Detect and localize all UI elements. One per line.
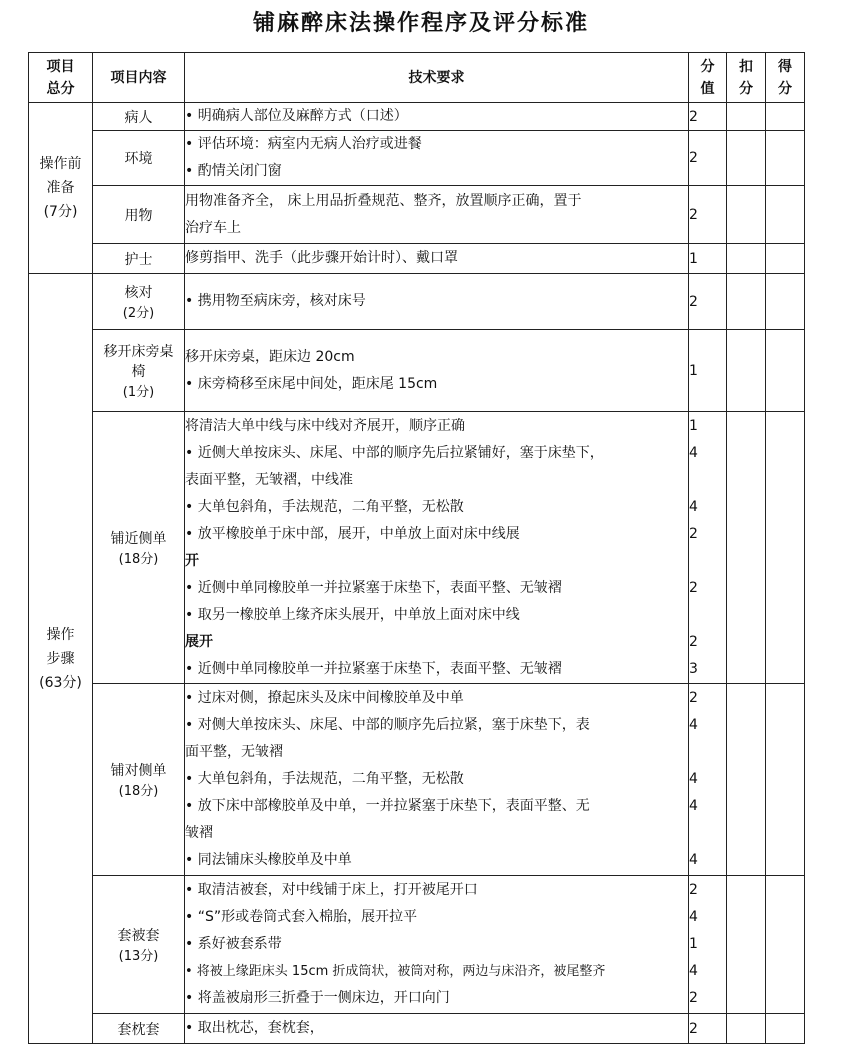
section-total-steps: 操作 步骤 (63分) xyxy=(29,274,93,1044)
score-value xyxy=(689,820,726,847)
item-name: 铺对侧单 (18分) xyxy=(93,684,185,876)
score-value: 4 xyxy=(689,444,698,461)
header-score: 分 值 xyxy=(689,53,727,103)
earned-cell xyxy=(766,131,805,186)
deduct-cell xyxy=(727,412,766,684)
requirement-cell: 将清洁大单中线与床中线对齐展开，顺序正确 • 近侧大单按床头、床尾、中部的顺序先后拉紧铺好，塞于床垫下， 表面平整，无皱褶，中线准 • 大单包斜角，手法规范，二角平整，无松散 • 放平橡胶单于床中部，展开，中单放上面对床中线展 开 • 近侧中单同橡胶单一并拉紧塞于床垫下，表面平整、无皱褶 • 取另一橡胶单上缘齐床头展开，中单放上面对床中线 展开 • 近侧中单同橡胶单一并拉紧塞于床垫下，表面平整、无皱褶 xyxy=(185,412,689,684)
score-value: 1 xyxy=(689,244,727,274)
deduct-cell xyxy=(727,1014,766,1044)
earned-cell xyxy=(766,684,805,876)
score-value: 4 xyxy=(689,963,698,979)
header-total: 项目 总分 xyxy=(29,53,93,103)
item-name: 移开床旁桌 椅 (1分) xyxy=(93,330,185,412)
header-deduct: 扣 分 xyxy=(727,53,766,103)
table-row xyxy=(29,1014,805,1044)
earned-cell xyxy=(766,412,805,684)
requirement-cell: 用物准备齐全， 床上用品折叠规范、整齐，放置顺序正确，置于 治疗车上 xyxy=(185,186,689,244)
header-requirements: 技术要求 xyxy=(185,53,689,103)
earned-cell xyxy=(766,1014,805,1044)
item-name: 护士 xyxy=(93,244,185,274)
requirement-cell: 修剪指甲、洗手（此步骤开始计时）、戴口罩 xyxy=(185,244,689,274)
item-name: 铺近侧单 (18分) xyxy=(93,412,185,684)
table-row xyxy=(29,131,805,186)
page-title: 铺麻醉床法操作程序及评分标准 xyxy=(252,11,589,36)
score-value: 2 xyxy=(689,1014,727,1044)
score-value: 2 xyxy=(689,690,698,706)
score-value: 4 xyxy=(689,852,698,868)
score-value: 4 xyxy=(689,498,698,515)
earned-cell xyxy=(766,103,805,131)
deduct-cell xyxy=(727,131,766,186)
score-value: 4 xyxy=(689,717,698,733)
earned-cell xyxy=(766,186,805,244)
table-row xyxy=(29,330,805,412)
score-value: 2 xyxy=(689,274,727,330)
score-value: 2 xyxy=(689,186,727,244)
scoring-table xyxy=(28,52,805,1044)
item-name: 用物 xyxy=(93,186,185,244)
score-value: 2 xyxy=(689,882,698,898)
score-value: 2 xyxy=(689,990,698,1006)
score-column xyxy=(689,876,727,1014)
score-value xyxy=(689,602,726,629)
score-value: 2 xyxy=(689,103,727,131)
score-column xyxy=(689,412,727,684)
score-value: 1 xyxy=(689,936,698,952)
item-name: 环境 xyxy=(93,131,185,186)
item-name: 病人 xyxy=(93,103,185,131)
table-row xyxy=(29,186,805,244)
earned-cell xyxy=(766,274,805,330)
table-row xyxy=(29,684,805,876)
item-name: 套枕套 xyxy=(93,1014,185,1044)
table-row xyxy=(29,103,805,131)
earned-cell xyxy=(766,330,805,412)
earned-cell xyxy=(766,244,805,274)
deduct-cell xyxy=(727,103,766,131)
item-name: 套被套 (13分) xyxy=(93,876,185,1014)
header-earned: 得 分 xyxy=(766,53,805,103)
score-value xyxy=(689,548,726,575)
requirement-cell: 移开床旁桌，距床边 20cm • 床旁椅移至床尾中间处，距床尾 15cm xyxy=(185,330,689,412)
score-value: 2 xyxy=(689,579,698,596)
requirement-cell: • 明确病人部位及麻醉方式（口述） xyxy=(185,103,689,131)
requirement-cell: • 取清洁被套，对中线铺于床上，打开被尾开口 • “S”形或卷筒式套入棉胎，展开拉平 • 系好被套系带 • 将被上缘距床头 15cm 折成筒状，被筒对称，两边与床沿齐，被尾整齐 • 将盖被扇形三折叠于一侧床边，开口向门 xyxy=(185,876,689,1014)
deduct-cell xyxy=(727,244,766,274)
score-value xyxy=(689,467,726,494)
deduct-cell xyxy=(727,876,766,1014)
score-column xyxy=(689,684,727,876)
deduct-cell xyxy=(727,274,766,330)
header-row xyxy=(29,53,805,103)
score-value: 1 xyxy=(689,330,727,412)
table-row xyxy=(29,412,805,684)
header-item: 项目内容 xyxy=(93,53,185,103)
score-value: 2 xyxy=(689,633,698,650)
requirement-cell: • 过床对侧，撩起床头及床中间橡胶单及中单 • 对侧大单按床头、床尾、中部的顺序先后拉紧，塞于床垫下，表 面平整，无皱褶 • 大单包斜角，手法规范，二角平整，无松散 • 放下床中部橡胶单及中单，一并拉紧塞于床垫下，表面平整、无 皱褶 • 同法铺床头橡胶单及中单 xyxy=(185,684,689,876)
requirement-cell: • 评估环境：病室内无病人治疗或进餐 • 酌情关闭门窗 xyxy=(185,131,689,186)
table-row xyxy=(29,876,805,1014)
score-value: 4 xyxy=(689,771,698,787)
score-value xyxy=(689,739,726,766)
score-value: 3 xyxy=(689,660,698,677)
section-total-prep: 操作前 准备 (7分) xyxy=(29,103,93,274)
earned-cell xyxy=(766,876,805,1014)
score-value: 2 xyxy=(689,525,698,542)
deduct-cell xyxy=(727,330,766,412)
score-value: 4 xyxy=(689,798,698,814)
item-name: 核对 (2分) xyxy=(93,274,185,330)
score-value: 4 xyxy=(689,909,698,925)
table-row xyxy=(29,244,805,274)
score-value: 2 xyxy=(689,131,727,186)
score-value: 1 xyxy=(689,417,698,434)
table-row xyxy=(29,274,805,330)
deduct-cell xyxy=(727,684,766,876)
deduct-cell xyxy=(727,186,766,244)
requirement-cell: • 取出枕芯，套枕套， xyxy=(185,1014,689,1044)
requirement-cell: • 携用物至病床旁，核对床号 xyxy=(185,274,689,330)
